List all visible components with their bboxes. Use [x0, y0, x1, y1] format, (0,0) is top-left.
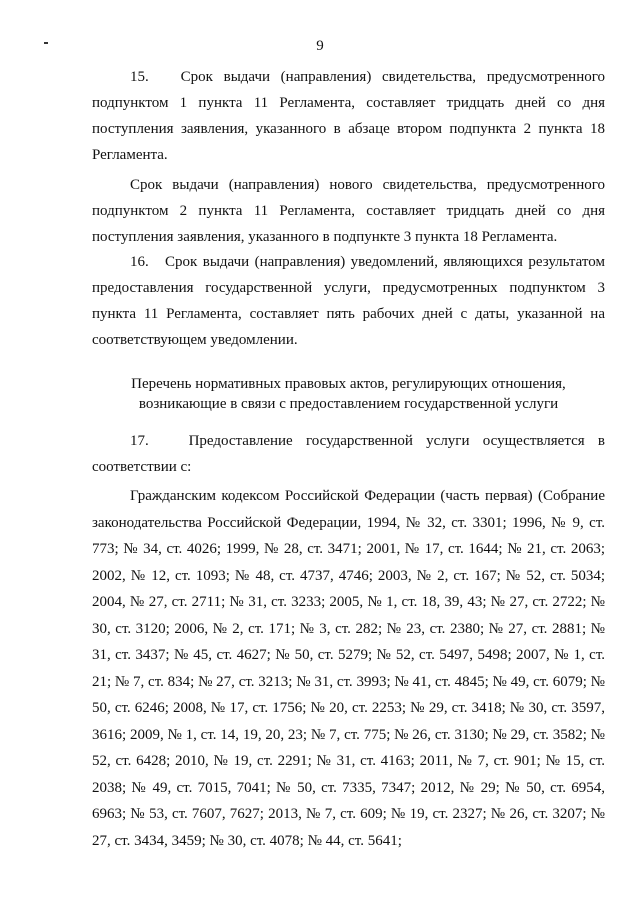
paragraph-16: 16. Срок выдачи (направления) уведомлений, являющихся результатом предоставления государственной услуги, предусмотренных подпунктом 3 пункта 11 Регламента, составляет пять рабочих дней с даты, указанной на соответствующем уведомлении.: [92, 254, 605, 348]
section-heading: [92, 374, 605, 414]
paragraph-17-block: [92, 428, 605, 480]
paragraph-17: 17. Предоставление государственной услуги осуществляется в соответствии с:: [92, 433, 605, 475]
paragraph-15-second-block: [92, 172, 605, 250]
paragraph-15-block: [92, 64, 605, 168]
paragraph-15-second: Срок выдачи (направления) нового свидетельства, предусмотренного подпунктом 2 пункта 11 Регламента, составляет тридцать дней со дня поступления заявления, указанного в подпункте 3 пункта 18 Регламента.: [92, 177, 605, 245]
paragraph-17-civil-code: Гражданским кодексом Российской Федерации (часть первая) (Собрание законодательства Российской Федерации, 1994, № 32, ст. 3301; 1996, № 9, ст. 773; № 34, ст. 4026; 1999, № 28, ст. 3471; 2001, № 17, ст. 1644; № 21, ст. 2063; 2002, № 12, ст. 1093; № 48, ст. 4737, 4746; 2003, № 2, ст. 167; № 52, ст. 5034; 2004, № 27, ст. 2711; № 31, ст. 3233; 2005, № 1, ст. 18, 39, 43; № 27, ст. 2722; № 30, ст. 3120; 2006, № 2, ст. 171; № 3, ст. 282; № 23, ст. 2380; № 27, ст. 2881; № 31, ст. 3437; № 45, ст. 4627; № 50, ст. 5279; № 52, ст. 5497, 5498; 2007, № 1, ст. 21; № 7, ст. 834; № 27, ст. 3213; № 31, ст. 3993; № 41, ст. 4845; № 49, ст. 6079; № 50, ст. 6246; 2008, № 17, ст. 1756; № 20, ст. 2253; № 29, ст. 3418; № 30, ст. 3597, 3616; 2009, № 1, ст. 14, 19, 20, 23; № 7, ст. 775; № 26, ст. 3130; № 29, ст. 3582; № 52, ст. 6428; 2010, № 19, ст. 2291; № 31, ст. 4163; 2011, № 7, ст. 901; № 15, ст. 2038; № 49, ст. 7015, 7041; № 50, ст. 7335, 7347; 2012, № 29; № 50, ст. 6954, 6963; № 53, ст. 7607, 7627; 2013, № 7, ст. 609; № 19, ст. 2327; № 26, ст. 3207; № 27, ст. 3434, 3459; № 30, ст. 4078; № 44, ст. 5641;: [92, 488, 605, 849]
paragraph-17-civil-code-block: [92, 483, 605, 854]
paragraph-16-block: [92, 249, 605, 353]
section-heading-line-2: возникающие в связи с предоставлением государственной услуги: [138, 396, 559, 412]
paragraph-15: 15. Срок выдачи (направления) свидетельства, предусмотренного подпунктом 1 пункта 11 Регламента, составляет тридцать дней со дня поступления заявления, указанного в абзаце втором подпункта 2 пункта 18 Регламента.: [92, 69, 605, 163]
page-number: 9: [316, 38, 324, 54]
section-heading-line-1: Перечень нормативных правовых актов, регулирующих отношения,: [131, 376, 566, 392]
